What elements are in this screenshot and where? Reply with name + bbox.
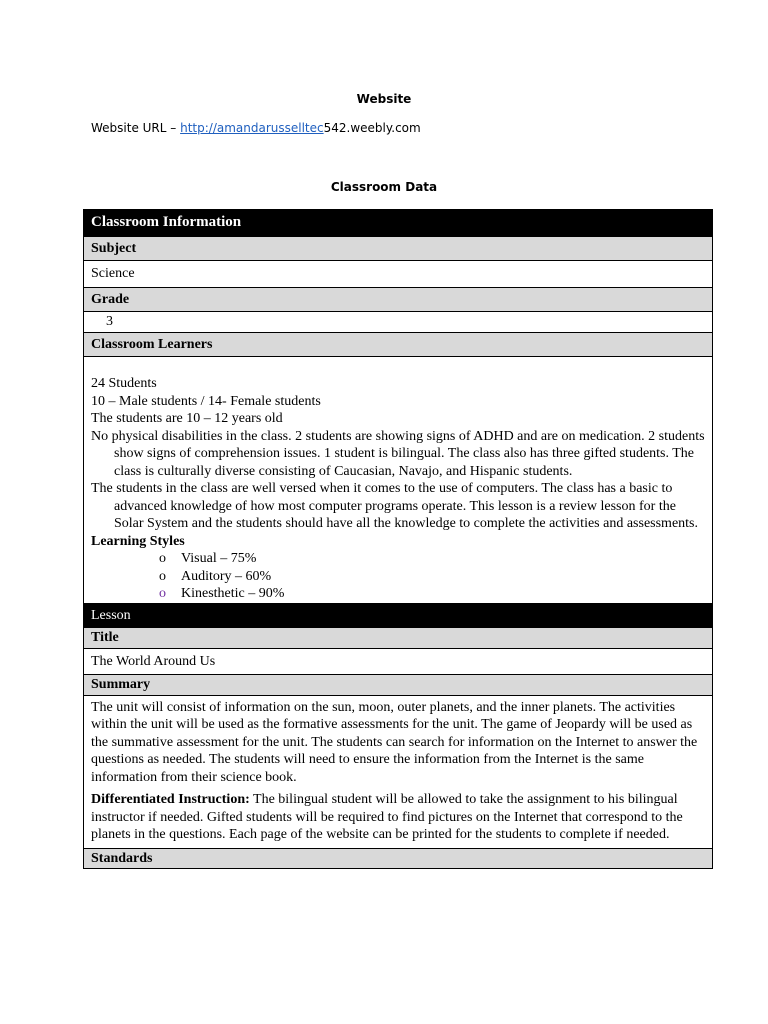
summary-text: The unit will consist of information on the sun, moon, outer planets, and the inner planets. The activities within the unit will be used as the formative assessments for the unit. The game of Jeopardy will be used as the summative assessment for the unit. The students can search for information on the Internet to answer the questions as needed. The students will need to ensure the information from the Internet is the same information from their science book. [91,699,698,785]
grade-value: 3 [84,312,713,333]
classroom-learners-content [84,357,713,604]
classroom-data-heading: Classroom Data [330,180,438,194]
page-heading: Website [356,92,412,106]
classroom-information-header: Classroom Information [84,210,713,237]
age-range: The students are 10 – 12 years old [91,411,283,426]
summary-label: Summary [84,675,713,696]
learning-styles-label: Learning Styles [91,533,185,549]
classroom-data-table [83,209,713,869]
lesson-header: Lesson [84,603,713,628]
differentiated-instruction-label: Differentiated Instruction: [91,792,250,807]
standards-label-row [84,848,713,869]
title-value-row [84,648,713,675]
learning-style-visual: o Visual – 75% [159,550,705,568]
url-label: Website URL – [91,121,181,135]
title-label: Title [84,628,713,649]
gender-breakdown: 10 – Male students / 14- Female students [91,393,321,409]
url-rest: 542.weebly.com [323,121,421,135]
disabilities-paragraph: No physical disabilities in the class. 2 students are showing signs of ADHD and are on medication. 2 students show signs of comprehension issues. 1 student is bilingual. The class also has three gifted students. The class is culturally diverse consisting of Caucasian, Navajo, and Hispanic students. [91,428,705,479]
summary-row [84,695,713,848]
learning-styles-list [91,550,705,603]
title-label-row [84,628,713,649]
differentiated-instruction-paragraph [91,791,705,844]
grade-value-row [84,312,713,333]
summary-label-row [84,675,713,696]
title-value: The World Around Us [84,648,713,675]
classroom-learners-row [84,357,713,604]
computer-skills-paragraph: The students in the class are well versed when it comes to the use of computers. The class has a basic to advanced knowledge of how most computer programs operate. This lesson is a review lesson for the Solar System and the students should have all the knowledge to complete the activities and assessments. [91,481,698,531]
subject-label: Subject [84,236,713,261]
learning-style-auditory: o Auditory – 60% [159,568,705,586]
subject-value: Science [84,261,713,288]
lesson-row [84,603,713,628]
grade-label: Grade [84,287,713,312]
standards-label: Standards [84,848,713,869]
subject-label-row [84,236,713,261]
learning-style-kinesthetic: o Kinesthetic – 90% [159,585,705,603]
differentiated-instruction-text: The bilingual student will be allowed to take the assignment to his bilingual instructor if needed. Gifted students will be required to find pictures on the Internet that correspond to the planets in the questions. Each page of the website can be printed for the students to complete if needed. [91,792,683,842]
website-url-link[interactable]: http://amandarusselltec [180,121,324,135]
classroom-learners-label: Classroom Learners [84,332,713,357]
classroom-learners-label-row [84,332,713,357]
classroom-information-row [84,210,713,237]
student-count: 24 Students [91,376,157,391]
summary-content [84,695,713,848]
website-url-line [91,121,421,135]
grade-label-row [84,287,713,312]
subject-value-row [84,261,713,288]
